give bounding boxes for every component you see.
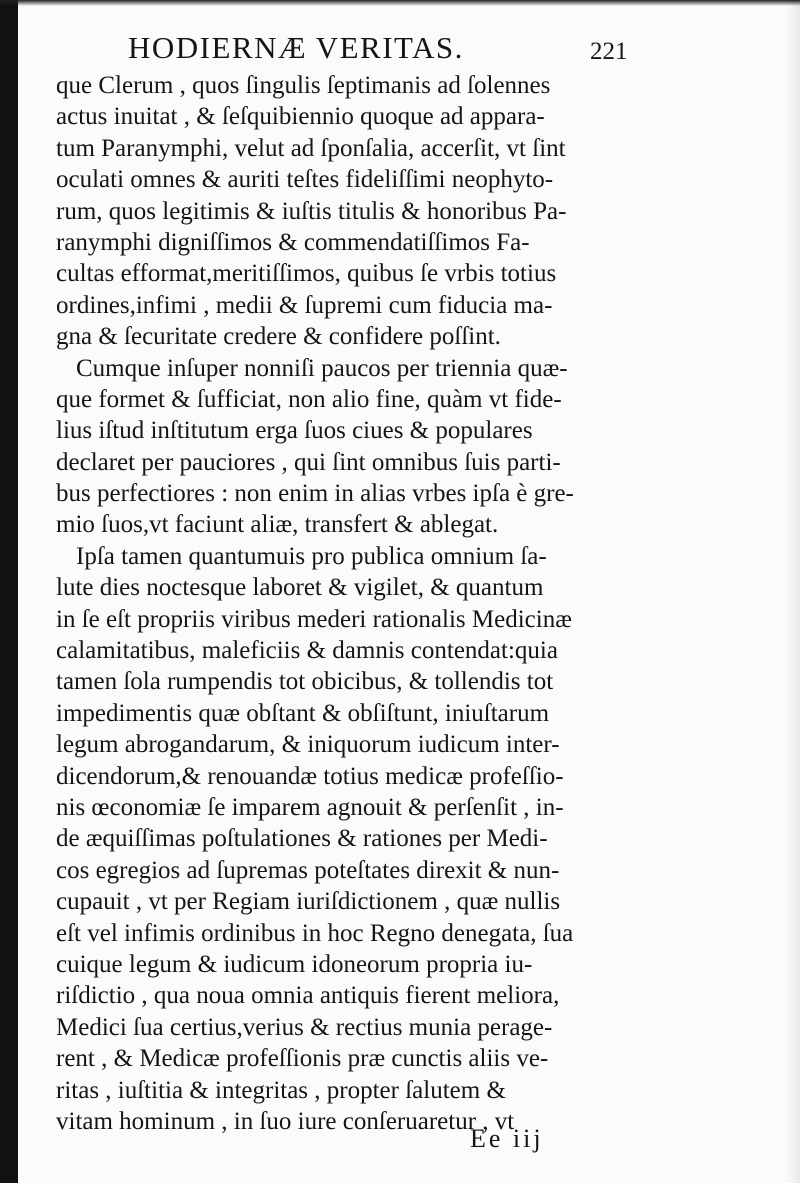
text-line: gna & ſecuritate credere & confidere poſſint.	[56, 323, 501, 351]
text-line: rent , & Medicæ profeſſionis præ cunctis aliis ve-	[56, 1045, 549, 1073]
text-line: dicendorum,& renouandæ totius medicæ profeſſio-	[56, 762, 564, 790]
page-top-shadow	[0, 0, 800, 6]
text-line: ranymphi digniſſimos & commendatiſſimos Fa-	[56, 228, 530, 256]
text-line: oculati omnes & auriti teſtes fideliſſimi neophyto-	[56, 166, 554, 194]
text-line: cultas efformat,meritiſſimos, quibus ſe vrbis totius	[56, 260, 557, 288]
text-line: mio ſuos,vt faciunt aliæ, transfert & ablegat.	[56, 511, 499, 539]
page-right-shadow	[786, 0, 800, 1183]
text-line: actus inuitat , & ſeſquibiennio quoque ad appara-	[56, 103, 545, 131]
text-line: cupauit , vt per Regiam iuriſdictionem , quæ nullis	[56, 888, 561, 916]
text-line: calamitatibus, maleficiis & damnis contendat:quia	[56, 637, 558, 665]
page-gutter-shadow	[0, 0, 18, 1183]
text-line: vitam hominum , in ſuo iure conſeruaretur , vt	[56, 1107, 515, 1135]
running-head: HODIERNÆ VERITAS.	[128, 30, 464, 65]
text-line: eſt vel infimis ordinibus in hoc Regno denegata, ſua	[56, 919, 574, 947]
text-line: tum Paranymphi, velut ad ſponſalia, accerſit, vt ſint	[56, 134, 566, 162]
signature-mark: Ee iij	[470, 1124, 544, 1153]
text-line: tamen ſola rumpendis tot obicibus, & tollendis tot	[56, 668, 554, 696]
text-line: rum, quos legitimis & iuſtis titulis & honoribus Pa-	[56, 197, 567, 225]
text-line: declaret per pauciores , qui ſint omnibus ſuis parti-	[56, 448, 561, 476]
text-line: riſdictio , qua noua omnia antiquis fierent meliora,	[56, 982, 560, 1010]
text-line: lius iſtud inſtitutum erga ſuos ciues & populares	[56, 417, 533, 445]
text-line: nis œconomiæ ſe imparem agnouit & perſenſit , in-	[56, 793, 564, 821]
text-line: in ſe eſt propriis viribus mederi rationalis Medicinæ	[56, 605, 572, 633]
text-line: legum abrogandarum, & iniquorum iudicum inter-	[56, 731, 560, 759]
text-line: ritas , iuſtitia & integritas , propter ſalutem &	[56, 1076, 506, 1104]
text-line: impedimentis quæ obſtant & obſiſtunt, iniuſtarum	[56, 699, 550, 727]
text-line: que formet & ſufficiat, non alio fine, quàm vt fide-	[56, 385, 562, 413]
text-line: cuique legum & iudicum idoneorum propria iu-	[56, 950, 533, 978]
text-line: ordines,infimi , medii & ſupremi cum fiducia ma-	[56, 291, 553, 319]
page-header	[0, 30, 800, 70]
text-line: Ipſa tamen quantumuis pro publica omnium ſa-	[76, 542, 547, 570]
text-line: Cumque inſuper nonniſi paucos per triennia quæ-	[76, 354, 568, 382]
page-number: 221	[590, 38, 628, 65]
text-line: Medici ſua certius,verius & rectius munia perage-	[56, 1013, 553, 1041]
text-line: bus perfectiores : non enim in alias vrbes ipſa è gre-	[56, 480, 574, 508]
text-line: de æquiſſimas poſtulationes & rationes per Medi-	[56, 825, 548, 853]
body-text	[56, 70, 756, 1137]
text-line: lute dies noctesque laboret & vigilet, & quantum	[56, 574, 544, 602]
text-line: cos egregios ad ſupremas poteſtates direxit & nun-	[56, 856, 560, 884]
text-line: que Clerum , quos ſingulis ſeptimanis ad ſolennes	[56, 72, 551, 99]
